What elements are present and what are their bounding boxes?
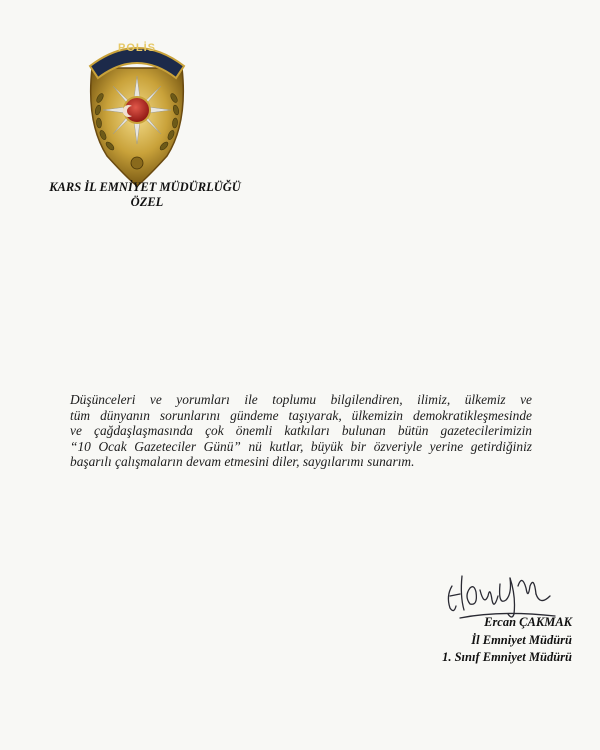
body-line-4: “10 Ocak Gazeteciler Günü” nü kutlar, büyük bir özveriyle yerine getirdiğiniz [70, 438, 532, 454]
classification: ÖZEL [130, 195, 164, 209]
body-line-3: ve çağdaşlaşmasında çok önemli katkıları bulunan bütün gazetecilerimizin [70, 423, 532, 439]
signatory-title: İl Emniyet Müdürü [471, 632, 572, 647]
body-line-1: Düşünceleri ve yorumları ile toplumu bilgilendiren, ilimiz, ülkemiz ve [70, 392, 532, 407]
signatory-rank: 1. Sınıf Emniyet Müdürü [442, 650, 572, 664]
letter-body [70, 392, 532, 470]
signatory-block [442, 614, 572, 667]
badge-lettering: POLİS [117, 42, 156, 54]
body-line-5: başarılı çalışmaların devam etmesini diler, saygılarımı sunarım. [70, 454, 415, 470]
body-line-2: tüm dünyanın sorunlarını gündeme taşıyarak, ülkemizin demokratikleşmesinde [70, 407, 532, 423]
org-name: KARS İL EMNİYET MÜDÜRLÜĞÜ [49, 180, 241, 194]
signatory-name: Ercan ÇAKMAK [484, 615, 572, 629]
organization-heading [20, 180, 270, 210]
